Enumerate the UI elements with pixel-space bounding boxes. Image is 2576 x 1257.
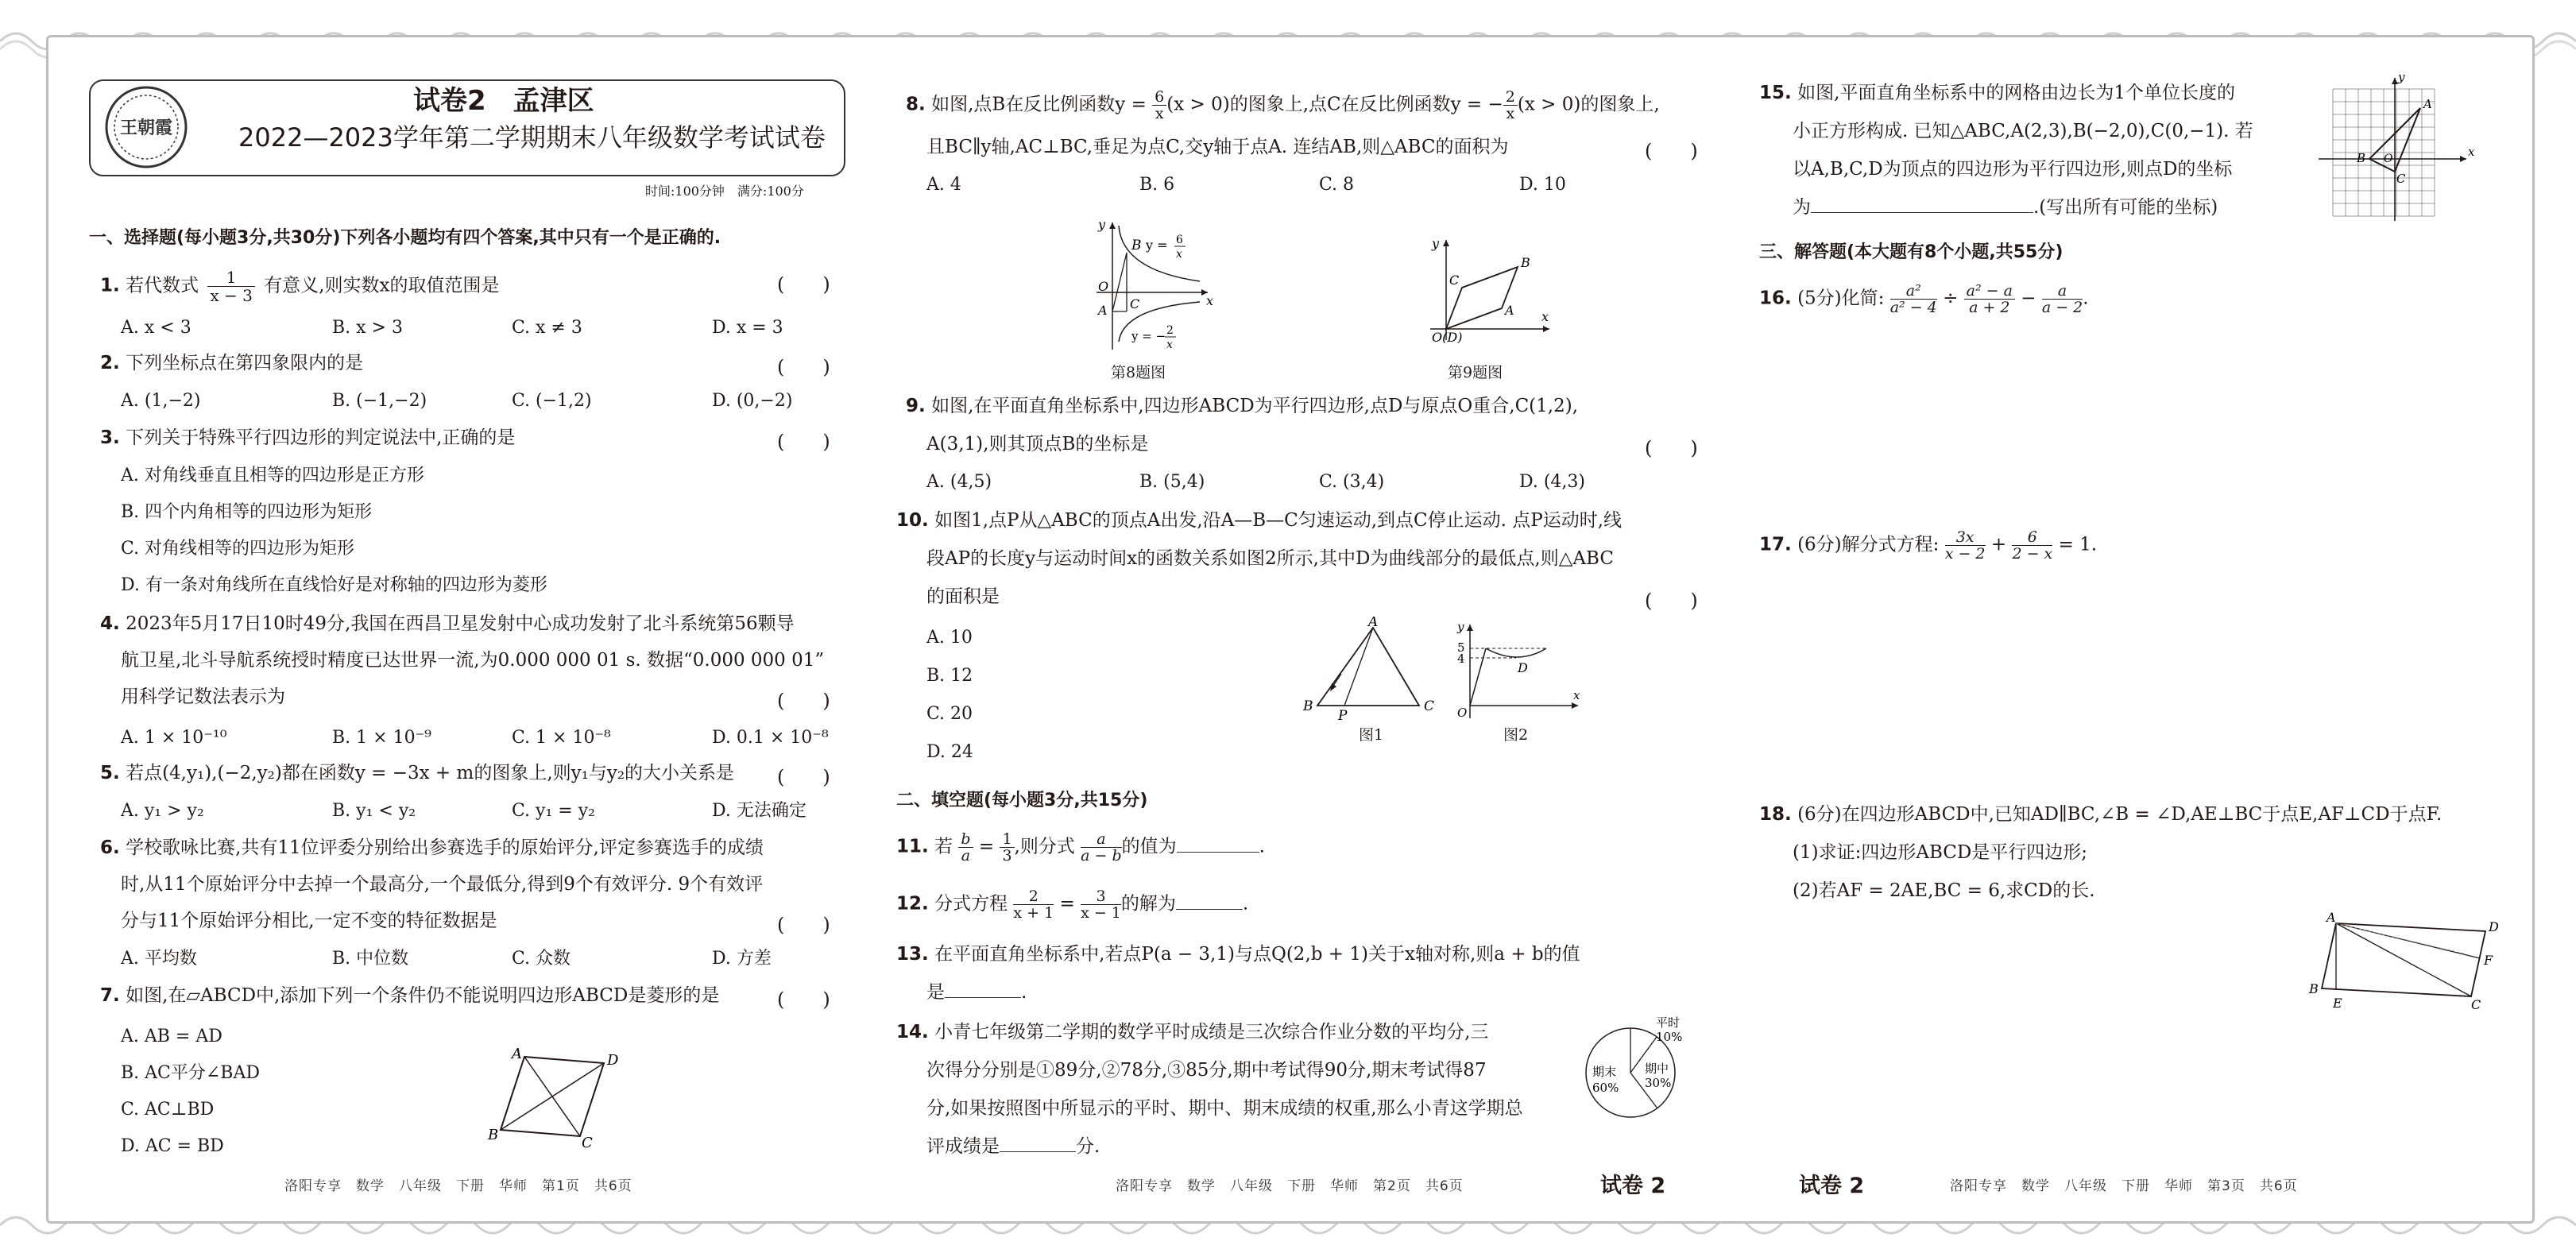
question-14-line3: 分,如果按照图中所显示的平时、期中、期末成绩的权重,那么小青这学期总 xyxy=(926,1098,1523,1119)
q10-option-c[interactable]: C. 20 xyxy=(926,704,973,724)
q10-fig2-label-o: O xyxy=(1457,706,1468,720)
q8-label-x-axis: x xyxy=(1206,293,1214,308)
answer-paren-3[interactable]: ( ) xyxy=(777,431,830,453)
question-16: 16. (5分)化简: $\frac{\text{a²}}{\text{a² − 4}}$ ÷ $\frac{\text{a² − a}}{a + 2}$ − $\frac{a}{a - 2}$ . xyxy=(1759,282,2089,316)
q8-label-o: O xyxy=(1098,279,1109,294)
exam-title: 试卷2 孟津区 xyxy=(413,85,594,117)
q9-label-x: x xyxy=(1541,309,1549,324)
q6-option-c[interactable]: C. 众数 xyxy=(512,949,571,969)
question-17: 17. (6分)解分式方程: $\frac{3x}{x - 2}$ + $\frac{6}{2 - x}$ = 1. xyxy=(1759,528,2098,563)
q8-option-c[interactable]: C. 8 xyxy=(1319,175,1355,195)
q10-graph-figure xyxy=(1451,620,1586,723)
pie-pct-qimo: 60% xyxy=(1592,1081,1619,1095)
q18-label-e: E xyxy=(2333,996,2342,1011)
q15-label-x: x xyxy=(2468,145,2475,159)
q18-label-a: A xyxy=(2327,910,2336,925)
q1-option-a[interactable]: A. x < 3 xyxy=(121,318,191,338)
q6-option-a[interactable]: A. 平均数 xyxy=(121,949,197,969)
answer-paren-10[interactable]: ( ) xyxy=(1645,590,1698,612)
q14-answer-blank[interactable] xyxy=(1000,1151,1076,1152)
question-7: 7. 如图,在▱ABCD中,添加下列一个条件仍不能说明四边形ABCD是菱形的是 xyxy=(100,985,720,1006)
q8-caption: 第8题图 xyxy=(1111,364,1166,381)
q16-answer-area[interactable] xyxy=(1793,329,2508,512)
q18-answer-area[interactable] xyxy=(1793,914,2285,1152)
footer-tag-right: 试卷 2 xyxy=(1799,1174,1865,1198)
question-6-line2: 时,从11个原始评分中去掉一个最高分,一个最低分,得到9个有效评分. 9个有效评 xyxy=(121,874,764,895)
q8-option-b[interactable]: B. 6 xyxy=(1139,175,1175,195)
question-15-line3: 以A,B,C,D为顶点的四边形为平行四边形,则点D的坐标 xyxy=(1793,159,2233,180)
question-18-line1: 18. (6分)在四边形ABCD中,已知AD∥BC,∠B = ∠D,AE⊥BC于点E,AF⊥CD于点F. xyxy=(1759,804,2443,825)
footer-tag-left: 试卷 2 xyxy=(1600,1174,1666,1198)
question-14-line2: 次得分分别是①89分,②78分,③85分,期中考试得90分,期末考试得87 xyxy=(926,1060,1487,1081)
q15-label-a: A xyxy=(2423,97,2432,111)
question-8-line1: 8. 如图,点B在反比例函数y = $\frac{6}{x}$ (x > 0)的图象上,点C在反比例函数y = − $\frac{2}{x}$ (x > 0)的图象上, xyxy=(906,88,1660,122)
q15-label-o: O xyxy=(2384,153,2393,165)
pie-label-qimo: 期末 xyxy=(1592,1065,1617,1079)
answer-paren-7[interactable]: ( ) xyxy=(777,988,830,1011)
question-6-line3: 分与11个原始评分相比,一定不变的特征数据是 xyxy=(121,911,497,931)
pie-pct-qizhong: 30% xyxy=(1645,1076,1672,1090)
q9-option-b[interactable]: B. (5,4) xyxy=(1139,472,1205,492)
q10-fig1-label-c: C xyxy=(1424,698,1435,714)
question-4-line1: 4. 2023年5月17日10时49分,我国在西昌卫星发射中心成功发射了北斗系统第56颗导 xyxy=(100,613,795,634)
question-6-line1: 6. 学校歌咏比赛,共有11位评委分别给出参赛选手的原始评分,评定参赛选手的成绩 xyxy=(100,837,764,858)
exam-subtitle: 2022—2023学年第二学期期末八年级数学考试试卷 xyxy=(238,122,826,153)
section-solve-heading: 三、解答题(本大题有8个小题,共55分) xyxy=(1759,242,2064,262)
question-15-line1: 15. 如图,平面直角坐标系中的网格由边长为1个单位长度的 xyxy=(1759,83,2236,103)
q8-label-c: C xyxy=(1130,296,1140,311)
q4-option-d[interactable]: D. 0.1 × 10⁻⁸ xyxy=(712,728,829,748)
q7-option-d[interactable]: D. AC = BD xyxy=(121,1136,224,1156)
q18-label-f: F xyxy=(2484,953,2493,968)
q2-option-b[interactable]: B. (−1,−2) xyxy=(332,391,427,411)
q10-fig2-label-4: 4 xyxy=(1457,652,1465,666)
q4-option-b[interactable]: B. 1 × 10⁻⁹ xyxy=(332,728,431,748)
q8-option-a[interactable]: A. 4 xyxy=(926,175,961,195)
question-14-line4: 评成绩是 分. xyxy=(926,1136,1100,1157)
q2-option-a[interactable]: A. (1,−2) xyxy=(121,391,201,411)
q9-caption: 第9题图 xyxy=(1448,364,1503,381)
question-10-line3: 的面积是 xyxy=(926,586,1000,607)
q9-parallelogram-figure xyxy=(1422,232,1557,343)
q12-answer-blank[interactable] xyxy=(1176,909,1243,910)
q10-fig2-label-x: x xyxy=(1573,688,1580,702)
answer-paren-6[interactable]: ( ) xyxy=(777,914,830,936)
pie-pct-pingshi: 10% xyxy=(1656,1030,1683,1044)
q9-option-d[interactable]: D. (4,3) xyxy=(1519,472,1585,492)
q9-option-c[interactable]: C. (3,4) xyxy=(1319,472,1385,492)
pie-label-qizhong: 期中 xyxy=(1645,1062,1669,1076)
question-18-part2: (2)若AF = 2AE,BC = 6,求CD的长. xyxy=(1793,880,2095,901)
q15-answer-blank[interactable] xyxy=(1811,212,2033,213)
question-13-line1: 13. 在平面直角坐标系中,若点P(a − 3,1)与点Q(2,b + 1)关于x轴对称,则a + b的值 xyxy=(896,944,1580,965)
answer-paren-9[interactable]: ( ) xyxy=(1645,437,1698,459)
q7-option-b[interactable]: B. AC平分∠BAD xyxy=(121,1063,261,1083)
q18-label-d: D xyxy=(2489,919,2499,934)
q4-option-c[interactable]: C. 1 × 10⁻⁸ xyxy=(512,728,611,748)
q10-fig2-label-5: 5 xyxy=(1457,640,1465,655)
q15-grid-figure xyxy=(2315,73,2506,224)
q1-option-c[interactable]: C. x ≠ 3 xyxy=(512,318,582,338)
q5-option-c[interactable]: C. y₁ = y₂ xyxy=(512,801,595,821)
q8-label-yeq-2: y = − xyxy=(1131,329,1166,343)
q11-answer-blank[interactable] xyxy=(1177,852,1259,853)
question-9-line1: 9. 如图,在平面直角坐标系中,四边形ABCD为平行四边形,点D与原点O重合,C(1,2), xyxy=(906,396,1579,416)
q10-caption-2: 图2 xyxy=(1503,726,1529,744)
question-2: 2. 下列坐标点在第四象限内的是 xyxy=(100,353,364,373)
q10-option-b[interactable]: B. 12 xyxy=(926,666,973,686)
q7-label-d: D xyxy=(607,1052,619,1069)
q10-fig1-label-b: B xyxy=(1303,698,1313,714)
q15-label-b: B xyxy=(2357,151,2366,165)
q8-label-2: 2 xyxy=(1166,324,1174,337)
section-fill-heading: 二、填空题(每小题3分,共15分) xyxy=(896,791,1148,810)
q18-label-c: C xyxy=(2471,997,2481,1012)
answer-paren-8[interactable]: ( ) xyxy=(1645,140,1698,162)
q7-label-c: C xyxy=(582,1135,593,1151)
q17-answer-area[interactable] xyxy=(1793,575,2508,790)
answer-paren-5[interactable]: ( ) xyxy=(777,766,830,788)
q6-option-b[interactable]: B. 中位数 xyxy=(332,949,409,969)
q2-option-d[interactable]: D. (0,−2) xyxy=(712,391,793,411)
q8-label-b: B xyxy=(1131,238,1142,253)
footer-page-1: 洛阳专享 数学 八年级 下册 华师 第1页 共6页 xyxy=(284,1178,632,1194)
q13-answer-blank[interactable] xyxy=(945,997,1021,998)
q10-fig1-label-a: A xyxy=(1368,617,1379,630)
q9-option-a[interactable]: A. (4,5) xyxy=(926,472,992,492)
q8-label-x2: x xyxy=(1166,338,1173,351)
q15-label-y: y xyxy=(2398,73,2405,84)
q10-fig1-label-p: P xyxy=(1338,708,1348,721)
question-5: 5. 若点(4,y₁),(−2,y₂)都在函数y = −3x + m的图象上,则y₁与y₂的大小关系是 xyxy=(100,763,735,783)
question-9-line2: A(3,1),则其顶点B的坐标是 xyxy=(926,434,1149,454)
answer-paren-1[interactable]: ( ) xyxy=(777,273,830,296)
q3-option-a[interactable]: A. 对角线垂直且相等的四边形是正方形 xyxy=(121,466,424,485)
q7-label-b: B xyxy=(488,1127,499,1143)
q9-label-a: A xyxy=(1505,303,1514,318)
q8-hyperbola-figure xyxy=(1089,215,1216,358)
footer-page-2: 洛阳专享 数学 八年级 下册 华师 第2页 共6页 xyxy=(1116,1178,1464,1194)
q10-option-a[interactable]: A. 10 xyxy=(926,628,973,648)
q10-fig2-label-y: y xyxy=(1457,620,1464,634)
q3-option-b[interactable]: B. 四个内角相等的四边形为矩形 xyxy=(121,502,373,522)
q9-label-b: B xyxy=(1521,255,1530,270)
q8-option-d[interactable]: D. 10 xyxy=(1519,175,1566,195)
question-1: 1. 若代数式 $\frac{1}{x - 3}$ 有意义,则实数x的取值范围是 xyxy=(100,268,500,305)
section-choice-heading: 一、选择题(每小题3分,共30分)下列各小题均有四个答案,其中只有一个是正确的. xyxy=(89,228,721,248)
exam-meta: 时间:100分钟 满分:100分 xyxy=(645,184,804,199)
q14-pie-chart xyxy=(1581,1014,1692,1125)
q1-option-d[interactable]: D. x = 3 xyxy=(712,318,783,338)
q3-option-c[interactable]: C. 对角线相等的四边形为矩形 xyxy=(121,539,355,559)
footer-page-3: 洛阳专享 数学 八年级 下册 华师 第3页 共6页 xyxy=(1950,1178,2298,1194)
q7-option-c[interactable]: C. AC⊥BD xyxy=(121,1100,215,1120)
publisher-logo xyxy=(102,83,191,172)
question-10-line1: 10. 如图1,点P从△ABC的顶点A出发,沿A—B—C匀速运动,到点C停止运动. 点P运动时,线 xyxy=(896,510,1623,531)
q10-option-d[interactable]: D. 24 xyxy=(926,742,973,762)
question-3: 3. 下列关于特殊平行四边形的判定说法中,正确的是 xyxy=(100,427,516,448)
question-15-line4: 为 .(写出所有可能的坐标) xyxy=(1793,197,2218,218)
q5-option-a[interactable]: A. y₁ > y₂ xyxy=(121,801,204,821)
q5-option-b[interactable]: B. y₁ < y₂ xyxy=(332,801,416,821)
q10-triangle-figure xyxy=(1298,617,1441,721)
question-4-line2: 航卫星,北斗导航系统授时精度已达世界一流,为0.000 000 01 s. 数据“0.000 000 01” xyxy=(121,650,825,671)
q10-caption-1: 图1 xyxy=(1359,726,1384,744)
question-4-line3: 用科学记数法表示为 xyxy=(121,687,285,707)
question-18-part1: (1)求证:四边形ABCD是平行四边形; xyxy=(1793,842,2088,863)
question-8-line2: 且BC∥y轴,AC⊥BC,垂足为点C,交y轴于点A. 连结AB,则△ABC的面积为 xyxy=(926,137,1509,157)
q5-option-d[interactable]: D. 无法确定 xyxy=(712,801,806,821)
question-15-line2: 小正方形构成. 已知△ABC,A(2,3),B(−2,0),C(0,−1). 若 xyxy=(1793,121,2253,141)
q9-label-y: y xyxy=(1432,236,1440,251)
q18-quadrilateral-figure xyxy=(2304,909,2519,1012)
q15-label-c: C xyxy=(2396,172,2406,186)
q8-label-yeq-1: y = xyxy=(1146,238,1168,253)
answer-paren-4[interactable]: ( ) xyxy=(777,690,830,712)
q9-label-c: C xyxy=(1449,273,1460,288)
question-11: 11. 若 $\frac{b}{a}$ = $\frac{1}{3}$ ,则分式 $\frac{a}{a - b}$ 的值为 . xyxy=(896,830,1265,864)
q9-label-od: O(D) xyxy=(1432,330,1463,343)
q6-option-d[interactable]: D. 方差 xyxy=(712,949,772,969)
question-10-line2: 段AP的长度y与运动时间x的函数关系如图2所示,其中D为曲线部分的最低点,则△ABC xyxy=(926,548,1614,569)
question-13-line2: 是 . xyxy=(926,982,1027,1003)
q8-label-x1: x xyxy=(1176,248,1182,261)
q4-option-a[interactable]: A. 1 × 10⁻¹⁰ xyxy=(121,728,227,748)
q7-parallelogram-figure xyxy=(477,1041,628,1152)
answer-paren-2[interactable]: ( ) xyxy=(777,356,830,378)
q18-label-b: B xyxy=(2309,981,2319,996)
question-12: 12. 分式方程 $\frac{2}{x + 1}$ = $\frac{3}{x - 1}$ 的解为 . xyxy=(896,888,1249,922)
q7-option-a[interactable]: A. AB = AD xyxy=(121,1027,222,1046)
logo-text: 王朝霞 xyxy=(119,118,173,138)
q8-label-6: 6 xyxy=(1176,234,1183,246)
q8-label-a: A xyxy=(1098,303,1108,318)
question-14-line1: 14. 小青七年级第二学期的数学平时成绩是三次综合作业分数的平均分,三 xyxy=(896,1022,1489,1042)
q3-option-d[interactable]: D. 有一条对角线所在直线恰好是对称轴的四边形为菱形 xyxy=(121,575,547,595)
q10-fig2-label-d: D xyxy=(1518,660,1528,675)
q7-label-a: A xyxy=(512,1046,522,1062)
pie-label-pingshi: 平时 xyxy=(1656,1015,1681,1030)
q8-label-y: y xyxy=(1098,217,1106,232)
q1-option-b[interactable]: B. x > 3 xyxy=(332,318,403,338)
q2-option-c[interactable]: C. (−1,2) xyxy=(512,391,592,411)
